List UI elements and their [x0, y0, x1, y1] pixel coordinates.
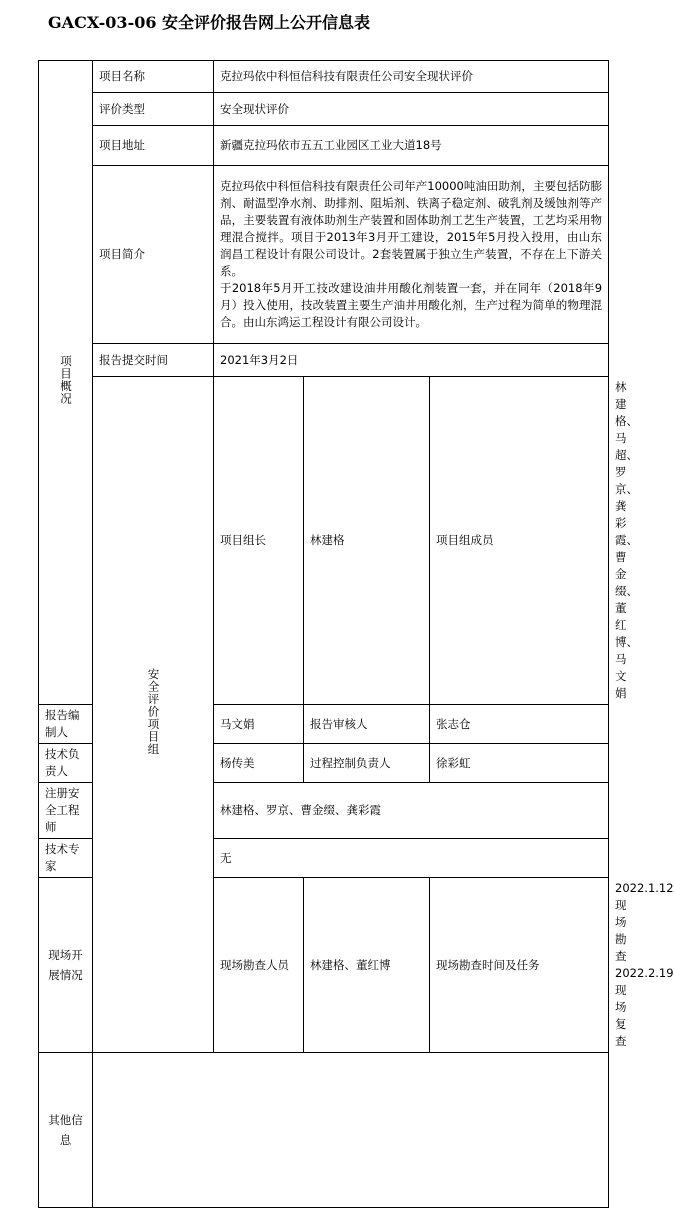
evaluation-type-value: 安全现状评价 — [214, 93, 609, 126]
field-label: 项目组长 — [214, 377, 304, 705]
intro-paragraph: 于2018年5月开工技改建设油井用酸化剂装置一套，并在同年（2018年9月）投入使用，技改装置主要生产油井用酸化剂，生产过程为简单的物理混合。由山东鸿运工程设计有限公司设计。 — [220, 281, 603, 329]
site-survey-section — [39, 878, 93, 1053]
table-row — [39, 93, 609, 126]
project-intro-value — [214, 166, 609, 344]
safety-engineers-value: 林建格、罗京、曹金缀、龚彩霞 — [214, 783, 609, 839]
field-label: 报告审核人 — [304, 705, 430, 744]
table-row: 安全评价项目组 项目组长 林建格 项目组成员 林建格、马超、罗京、龚彩霞、曹金缀、董红博、马文娟 — [39, 377, 609, 705]
section-label: 现场开展情况 — [48, 948, 83, 982]
field-label: 项目名称 — [93, 61, 214, 93]
evaluation-team-section — [93, 377, 214, 1053]
tech-lead-value: 杨传美 — [214, 744, 304, 783]
field-label: 注册安全工程师 — [39, 783, 93, 839]
other-info-value — [93, 1053, 609, 1208]
team-leader-value: 林建格 — [304, 377, 430, 705]
field-label: 现场勘查时间及任务 — [430, 878, 609, 1053]
process-lead-value: 徐彩虹 — [430, 744, 609, 783]
report-reviewer-value: 张志仓 — [430, 705, 609, 744]
field-label: 项目地址 — [93, 126, 214, 166]
project-address-value: 新疆克拉玛依市五五工业园区工业大道18号 — [214, 126, 609, 166]
other-info-section — [39, 1053, 93, 1208]
field-label: 过程控制负责人 — [304, 744, 430, 783]
submit-time-value: 2021年3月2日 — [214, 344, 609, 377]
project-name-value: 克拉玛依中科恒信科技有限责任公司安全现状评价 — [214, 61, 609, 93]
report-author-value: 马文娟 — [214, 705, 304, 744]
project-overview-section — [39, 61, 93, 705]
table-row — [39, 61, 609, 93]
table-row — [39, 344, 609, 377]
info-table — [38, 60, 674, 1208]
section-label: 安全评价项目组 — [146, 668, 161, 756]
field-label: 报告编制人 — [39, 705, 93, 744]
field-label: 评价类型 — [93, 93, 214, 126]
field-label: 报告提交时间 — [93, 344, 214, 377]
section-label: 项目概况 — [59, 355, 73, 405]
section-label: 其他信息 — [48, 1113, 83, 1147]
tech-expert-value: 无 — [214, 839, 609, 878]
page-title: GACX-03-06 安全评价报告网上公开信息表 — [48, 13, 371, 32]
field-label: 技术负责人 — [39, 744, 93, 783]
table-row — [39, 166, 609, 344]
field-label: 项目组成员 — [430, 377, 609, 705]
table-row: 现场开展情况 现场勘查人员 林建格、董红博 现场勘查时间及任务 2022.1.12现场勘查 2022.2.19现场复查 — [39, 878, 609, 1053]
table-row — [39, 1053, 609, 1208]
table-row — [39, 126, 609, 166]
field-label: 项目简介 — [93, 166, 214, 344]
intro-paragraph: 克拉玛依中科恒信科技有限责任公司年产10000吨油田助剂，主要包括防膨剂、耐温型净水剂、助排剂、阻垢剂、铁离子稳定剂、破乳剂及缓蚀剂等产品，主要装置有液体助剂生产装置和固体助剂工艺生产装置，工艺均采用物理混合搅拌。项目于2013年3月开工建设，2015年5月投入投用，由山东润昌工程设计有限公司设计。2套装置属于独立生产装置，不存在上下游关系。 — [220, 179, 603, 278]
survey-staff-value: 林建格、董红博 — [304, 878, 430, 1053]
field-label: 技术专家 — [39, 839, 93, 878]
field-label: 现场勘查人员 — [214, 878, 304, 1053]
